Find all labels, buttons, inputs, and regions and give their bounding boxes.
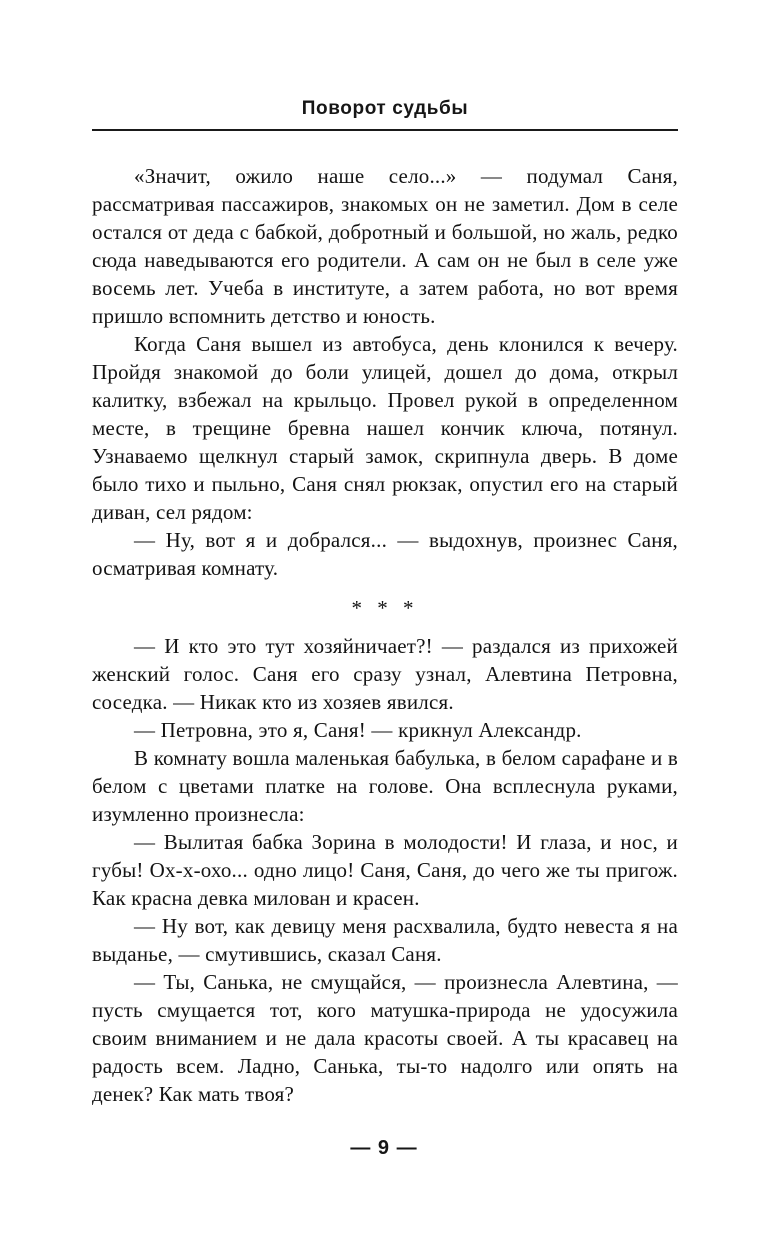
running-head-title: Поворот судьбы bbox=[301, 98, 469, 119]
page-number: — 9 — bbox=[350, 1137, 418, 1159]
paragraph: — Ты, Санька, не смущайся, — произнесла Алевтина, — пусть смущается тот, кого матушка-природа не удосужила своим вниманием и не дала красоты своей. А ты красавец на радость всем. Ладно, Санька, ты-то надолго или опять на денек? Как мать твоя? bbox=[92, 970, 678, 1106]
paragraph: «Значит, ожило наше село...» — подумал Саня, рассматривая пассажиров, знакомых он не заметил. Дом в селе остался от деда с бабкой, добротный и большой, но жаль, редко сюда наведываются его родители. А сам он не был в селе уже восемь лет. Учеба в институте, а затем работа, но вот время пришло вспомнить детство и юность. bbox=[92, 164, 678, 328]
paragraph: — Ну вот, как девицу меня расхвалила, будто невеста я на выданье, — смутившись, сказал Саня. bbox=[92, 914, 678, 966]
page-text-block bbox=[92, 162, 678, 1108]
paragraph: Когда Саня вышел из автобуса, день клонился к вечеру. Пройдя знакомой до боли улицей, дошел до дома, открыл калитку, взбежал на крыльцо. Провел рукой в определенном месте, в трещине бревна нашел кончик ключа, потянул. Узнаваемо щелкнул старый замок, скрипнула дверь. В доме было тихо и пыльно, Саня снял рюкзак, опустил его на старый диван, сел рядом: bbox=[92, 332, 678, 524]
paragraph: В комнату вошла маленькая бабулька, в белом сарафане и в белом с цветами платке на голове. Она всплеснула руками, изумленно произнесла: bbox=[92, 746, 678, 826]
paragraph: — Вылитая бабка Зорина в молодости! И глаза, и нос, и губы! Ох-х-охо... одно лицо! Саня, Саня, до чего же ты пригож. Как красна девка милован и красен. bbox=[92, 830, 678, 910]
header-rule bbox=[92, 129, 678, 131]
section-separator: * * * bbox=[351, 596, 419, 620]
paragraph: — Петровна, это я, Саня! — крикнул Александр. bbox=[134, 718, 582, 742]
paragraph: — Ну, вот я и добрался... — выдохнув, произнес Саня, осматривая комнату. bbox=[92, 528, 678, 580]
paragraph: — И кто это тут хозяйничает?! — раздался из прихожей женский голос. Саня его сразу узнал, Алевтина Петровна, соседка. — Никак кто из хозяев явился. bbox=[92, 634, 678, 714]
